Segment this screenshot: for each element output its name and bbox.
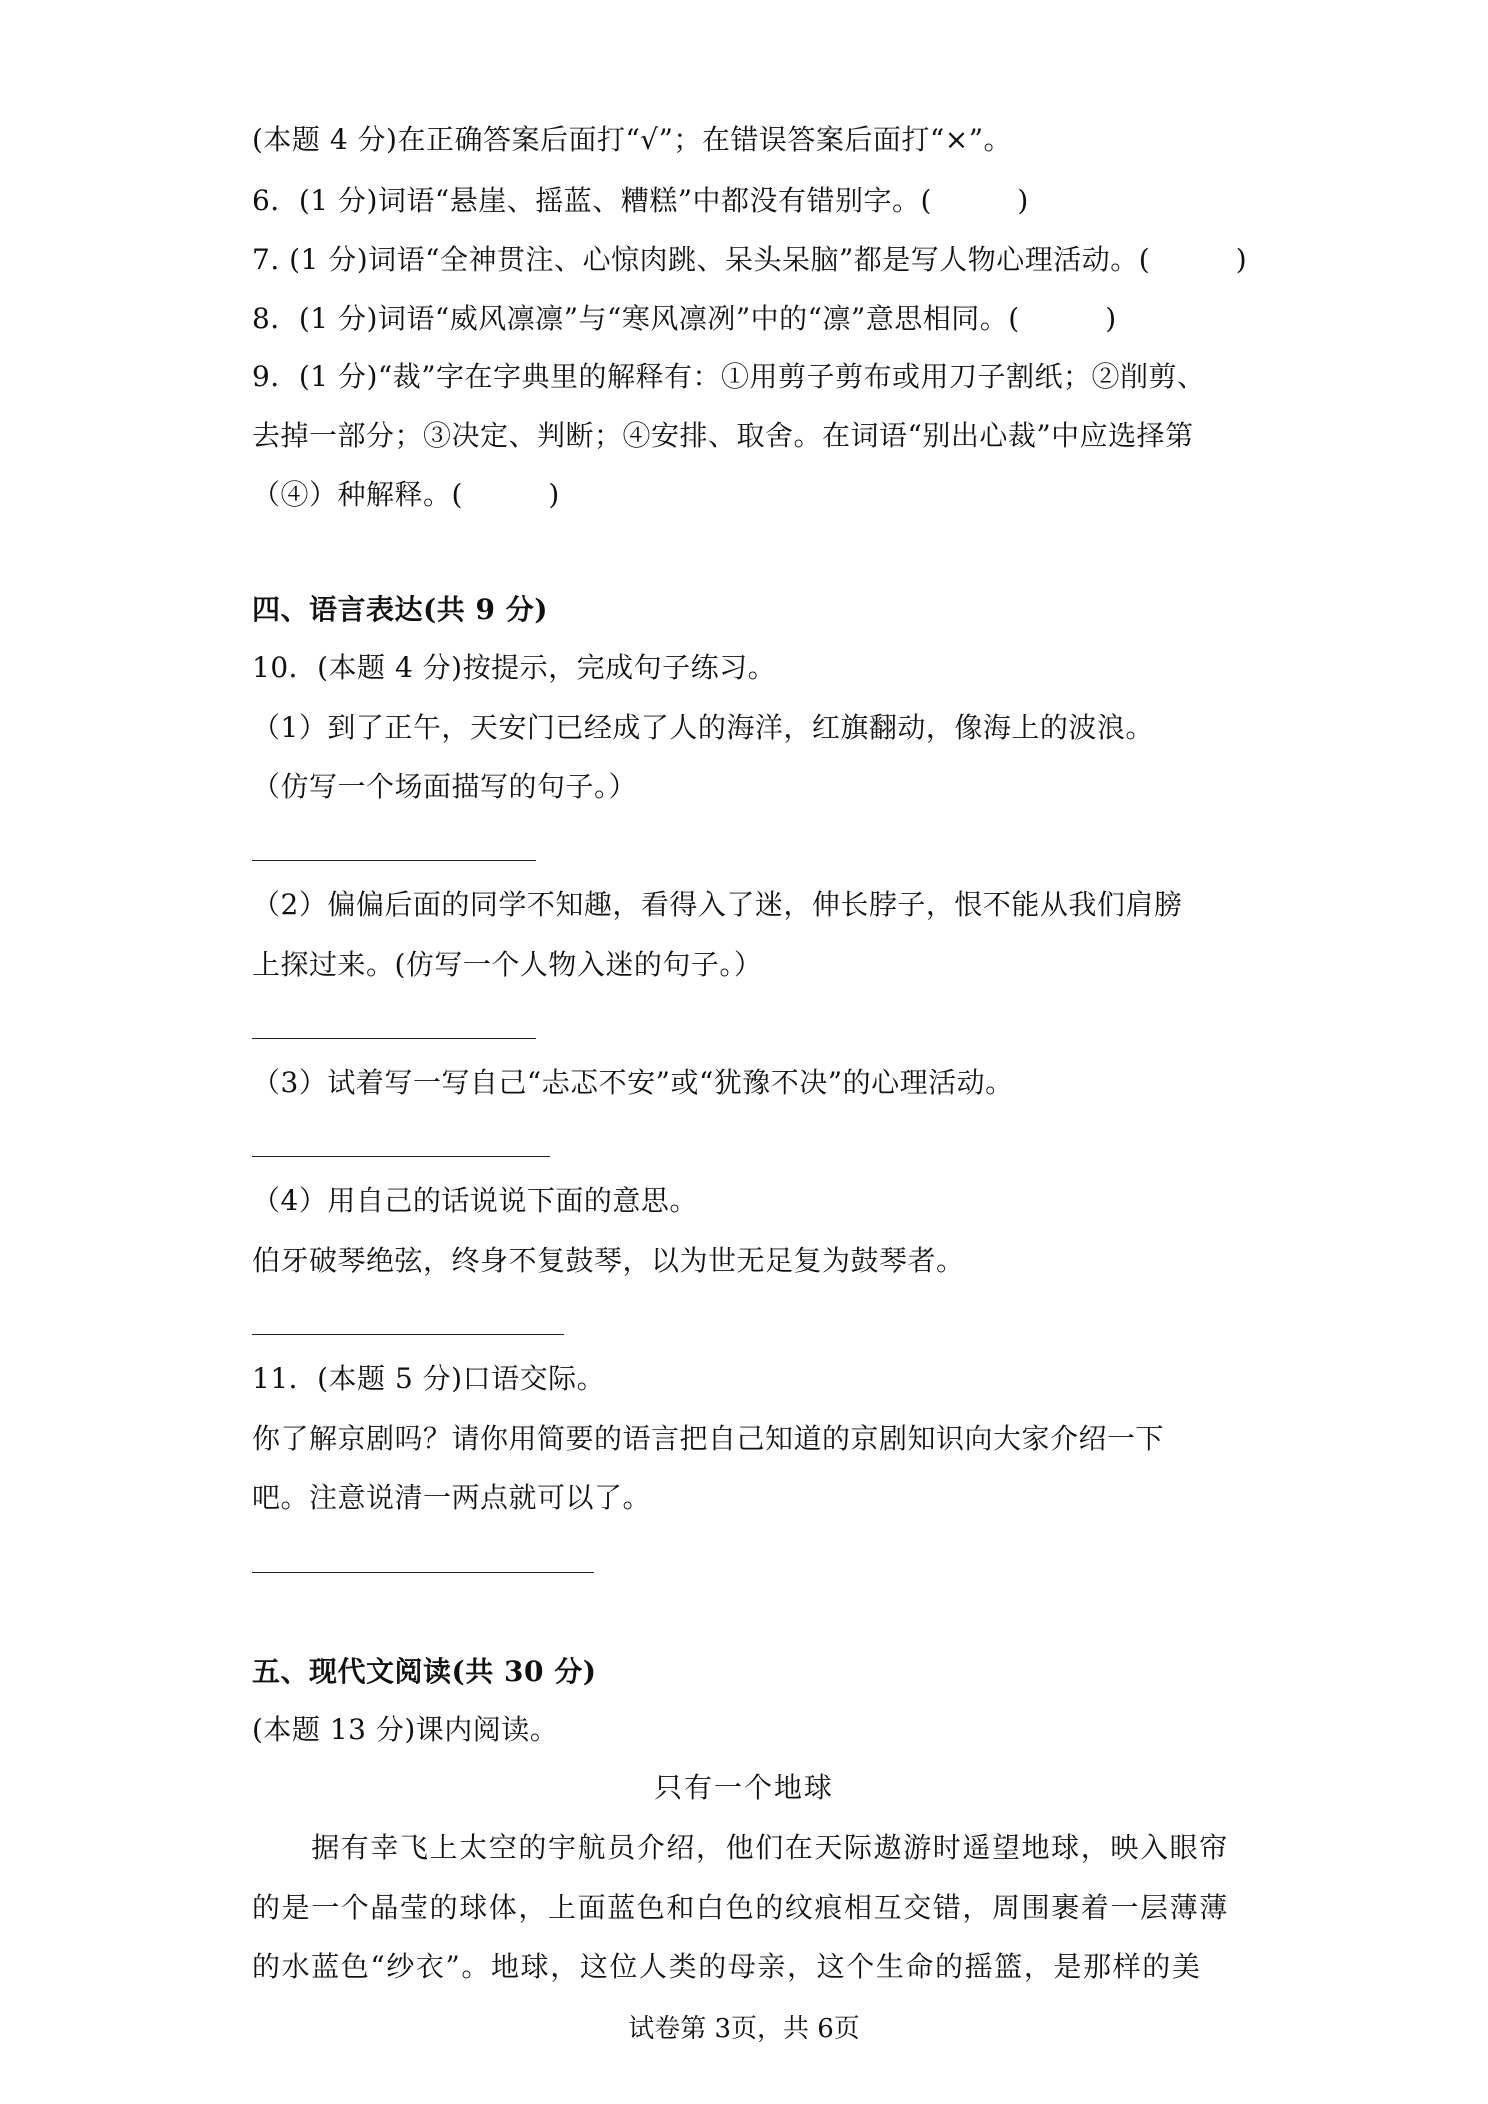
question-11-title: 11．(本题 5 分)口语交际。 [252, 1362, 606, 1395]
question-8: 8．(1 分)词语“威风凛凛”与“寒风凛冽”中的“凛”意思相同。( ) [252, 302, 1117, 335]
question-7: 7. (1 分)词语“全神贯注、心惊肉跳、呆头呆脑”都是写人物心理活动。( ) [252, 243, 1248, 276]
question-10-3: （3）试着写一写自己“忐忑不安”或“犹豫不决”的心理活动。 [252, 1066, 1014, 1099]
answer-blank-11[interactable] [252, 1572, 594, 1573]
section4-heading: 四、语言表达(共 9 分) [252, 593, 548, 626]
answer-blank-10-4[interactable] [252, 1334, 564, 1335]
question-10-2-sentence: （2）偏偏后面的同学不知趣，看得入了迷，伸长脖子，恨不能从我们肩膀 [252, 888, 1183, 921]
question-10-1-prompt: （仿写一个场面描写的句子。） [252, 770, 638, 803]
answer-blank-10-2[interactable] [252, 1038, 536, 1039]
section5-intro: (本题 13 分)课内阅读。 [252, 1713, 559, 1746]
passage-line-1: 据有幸飞上太空的宇航员介绍，他们在天际遨游时遥望地球，映入眼帘 [252, 1831, 1229, 1864]
question-10-4-quote: 伯牙破琴绝弦，终身不复鼓琴，以为世无足复为鼓琴者。 [252, 1244, 965, 1277]
question-9-line2: 去掉一部分；③决定、判断；④安排、取舍。在词语“别出心裁”中应选择第 [252, 419, 1194, 452]
page-footer: 试卷第 3页，共 6页 [628, 2014, 860, 2044]
answer-blank-10-3[interactable] [252, 1156, 550, 1157]
section5-heading: 五、现代文阅读(共 30 分) [252, 1655, 597, 1688]
question-6: 6．(1 分)词语“悬崖、摇蓝、糟糕”中都没有错别字。( ) [252, 184, 1029, 217]
question-10-4-instruction: （4）用自己的话说说下面的意思。 [252, 1184, 698, 1217]
passage-line-3: 的水蓝色“纱衣”。地球，这位人类的母亲，这个生命的摇篮，是那样的美 [252, 1950, 1202, 1983]
passage-title: 只有一个地球 [653, 1771, 834, 1804]
question-11-line2: 吧。注意说清一两点就可以了。 [252, 1481, 652, 1514]
question-10-1-sentence: （1）到了正午，天安门已经成了人的海洋，红旗翻动，像海上的波浪。 [252, 711, 1154, 744]
question-9-line3: （④）种解释。( ) [252, 478, 560, 511]
question-10-2-prompt: 上探过来。(仿写一个人物入迷的句子。） [252, 948, 763, 981]
section3-instruction: (本题 4 分)在正确答案后面打“√”；在错误答案后面打“×”。 [252, 123, 1013, 156]
question-11-line1: 你了解京剧吗？请你用简要的语言把自己知道的京剧知识向大家介绍一下 [252, 1422, 1165, 1455]
passage-line-2: 的是一个晶莹的球体，上面蓝色和白色的纹痕相互交错，周围裹着一层薄薄 [252, 1891, 1229, 1924]
question-9-line1: 9．(1 分)“裁”字在字典里的解释有：①用剪子剪布或用刀子割纸；②削剪、 [252, 360, 1206, 393]
answer-blank-10-1[interactable] [252, 860, 536, 861]
question-10-title: 10．(本题 4 分)按提示，完成句子练习。 [252, 651, 777, 684]
